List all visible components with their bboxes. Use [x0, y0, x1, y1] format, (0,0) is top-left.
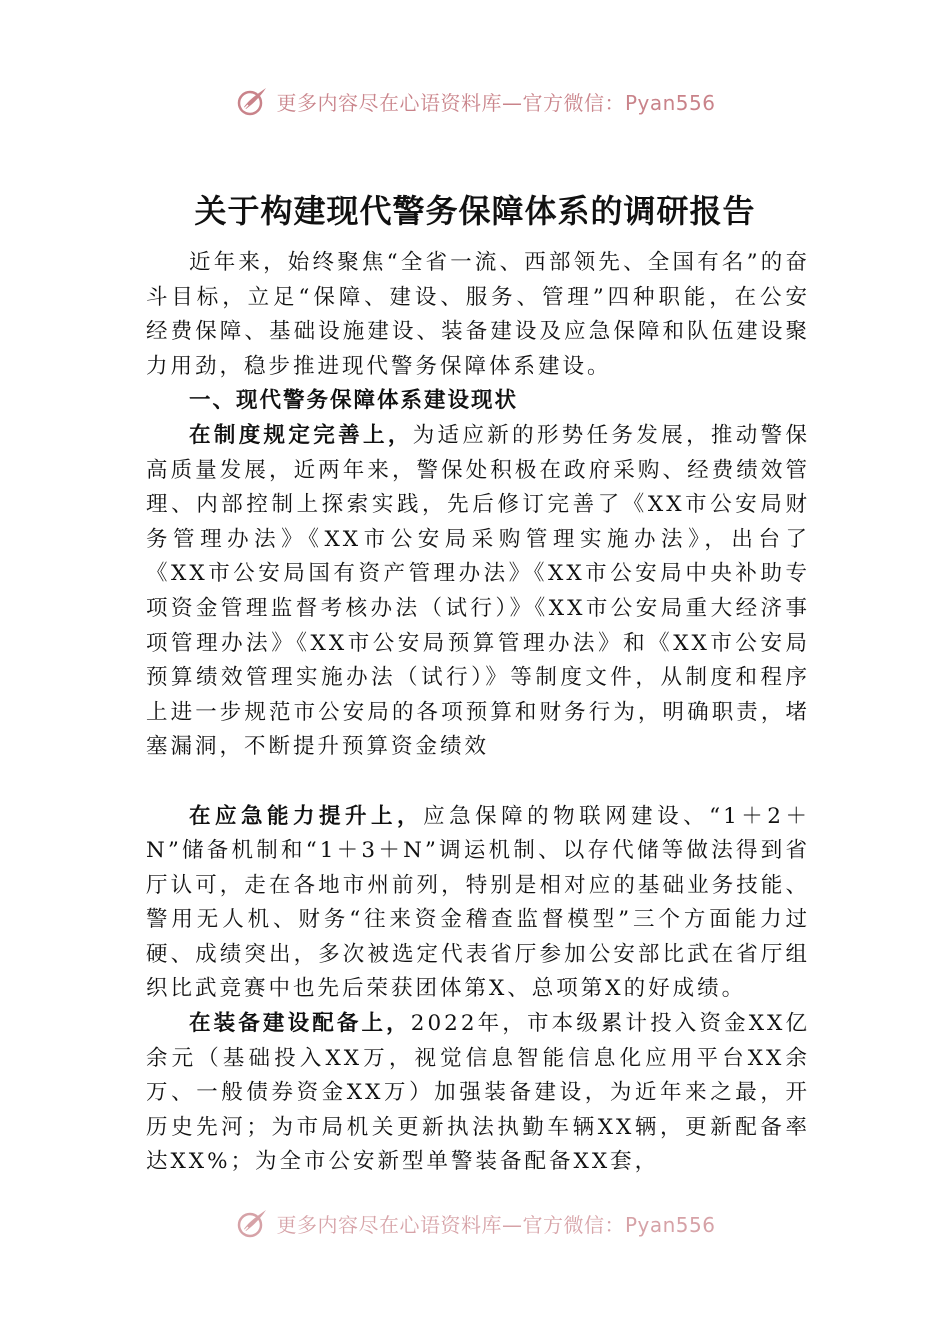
paragraph-lead: 在应急能力提升上，	[189, 803, 424, 829]
paragraph-body: 为适应新的形势任务发展，推动警保高质量发展，近两年来，警保处积极在政府采购、经费绩效管理、内部控制上探索实践，先后修订完善了《XX市公安局财务管理办法》《XX市公安局采购管理实施办法》，出台了《XX市公安局国有资产管理办法》《XX市公安局中央补助专项资金管理监督考核办法（试行）》《XX市公安局重大经济事项管理办法》《XX市公安局预算管理办法》和《XX市公安局预算绩效管理实施办法（试行）》等制度文件，从制度和程序上进一步规范市公安局的各项预算和财务行为，明确职责，堵塞漏洞，不断提升预算资金绩效	[146, 422, 810, 760]
watermark-header	[0, 84, 950, 118]
paragraph-body: 应急保障的物联网建设、“1＋2＋N”储备机制和“1＋3＋N”调运机制、以存代储等做法得到省厅认可，走在各地市州前列，特别是相对应的基础业务技能、警用无人机、财务“往来资金稽查监督模型”三个方面能力过硬、成绩突出，多次被选定代表省厅参加公安部比武在省厅组织比武竞赛中也先后荣获团体第X、总项第X的好成绩。	[146, 803, 810, 1002]
document-body	[146, 246, 810, 1180]
intro-paragraph: 近年来，始终聚焦“全省一流、西部领先、全国有名”的奋斗目标，立足“保障、建设、服务、管理”四种职能，在公安经费保障、基础设施建设、装备建设及应急保障和队伍建设聚力用劲，稳步推进现代警务保障体系建设。	[146, 250, 810, 379]
paragraph-equipment	[146, 1007, 810, 1180]
page-title: 关于构建现代警务保障体系的调研报告	[194, 192, 756, 230]
section-heading: 一、现代警务保障体系建设现状	[189, 388, 519, 414]
watermark-text: 更多内容尽在心语资料库—官方微信：Pyan556	[276, 1212, 716, 1237]
paragraph-gap	[146, 765, 810, 800]
quill-seal-icon	[234, 85, 270, 117]
watermark-footer	[0, 1208, 950, 1238]
paragraph-lead: 在制度规定完善上，	[189, 422, 413, 448]
paragraph-emergency	[146, 800, 810, 1008]
paragraph-institution	[146, 419, 810, 765]
paragraph-lead: 在装备建设配备上，	[189, 1011, 411, 1037]
watermark-text: 更多内容尽在心语资料库—官方微信：Pyan556	[276, 90, 716, 115]
quill-seal-icon	[234, 1207, 270, 1239]
paragraph-body: 2022年，市本级累计投入资金XX亿余元（基础投入XX万，视觉信息智能信息化应用平台XX余万、一般债券资金XX万）加强装备建设，为近年来之最，开历史先河；为市局机关更新执法执勤车辆XX辆，更新配备率达XX%；为全市公安新型单警装备配备XX套，	[146, 1011, 810, 1175]
